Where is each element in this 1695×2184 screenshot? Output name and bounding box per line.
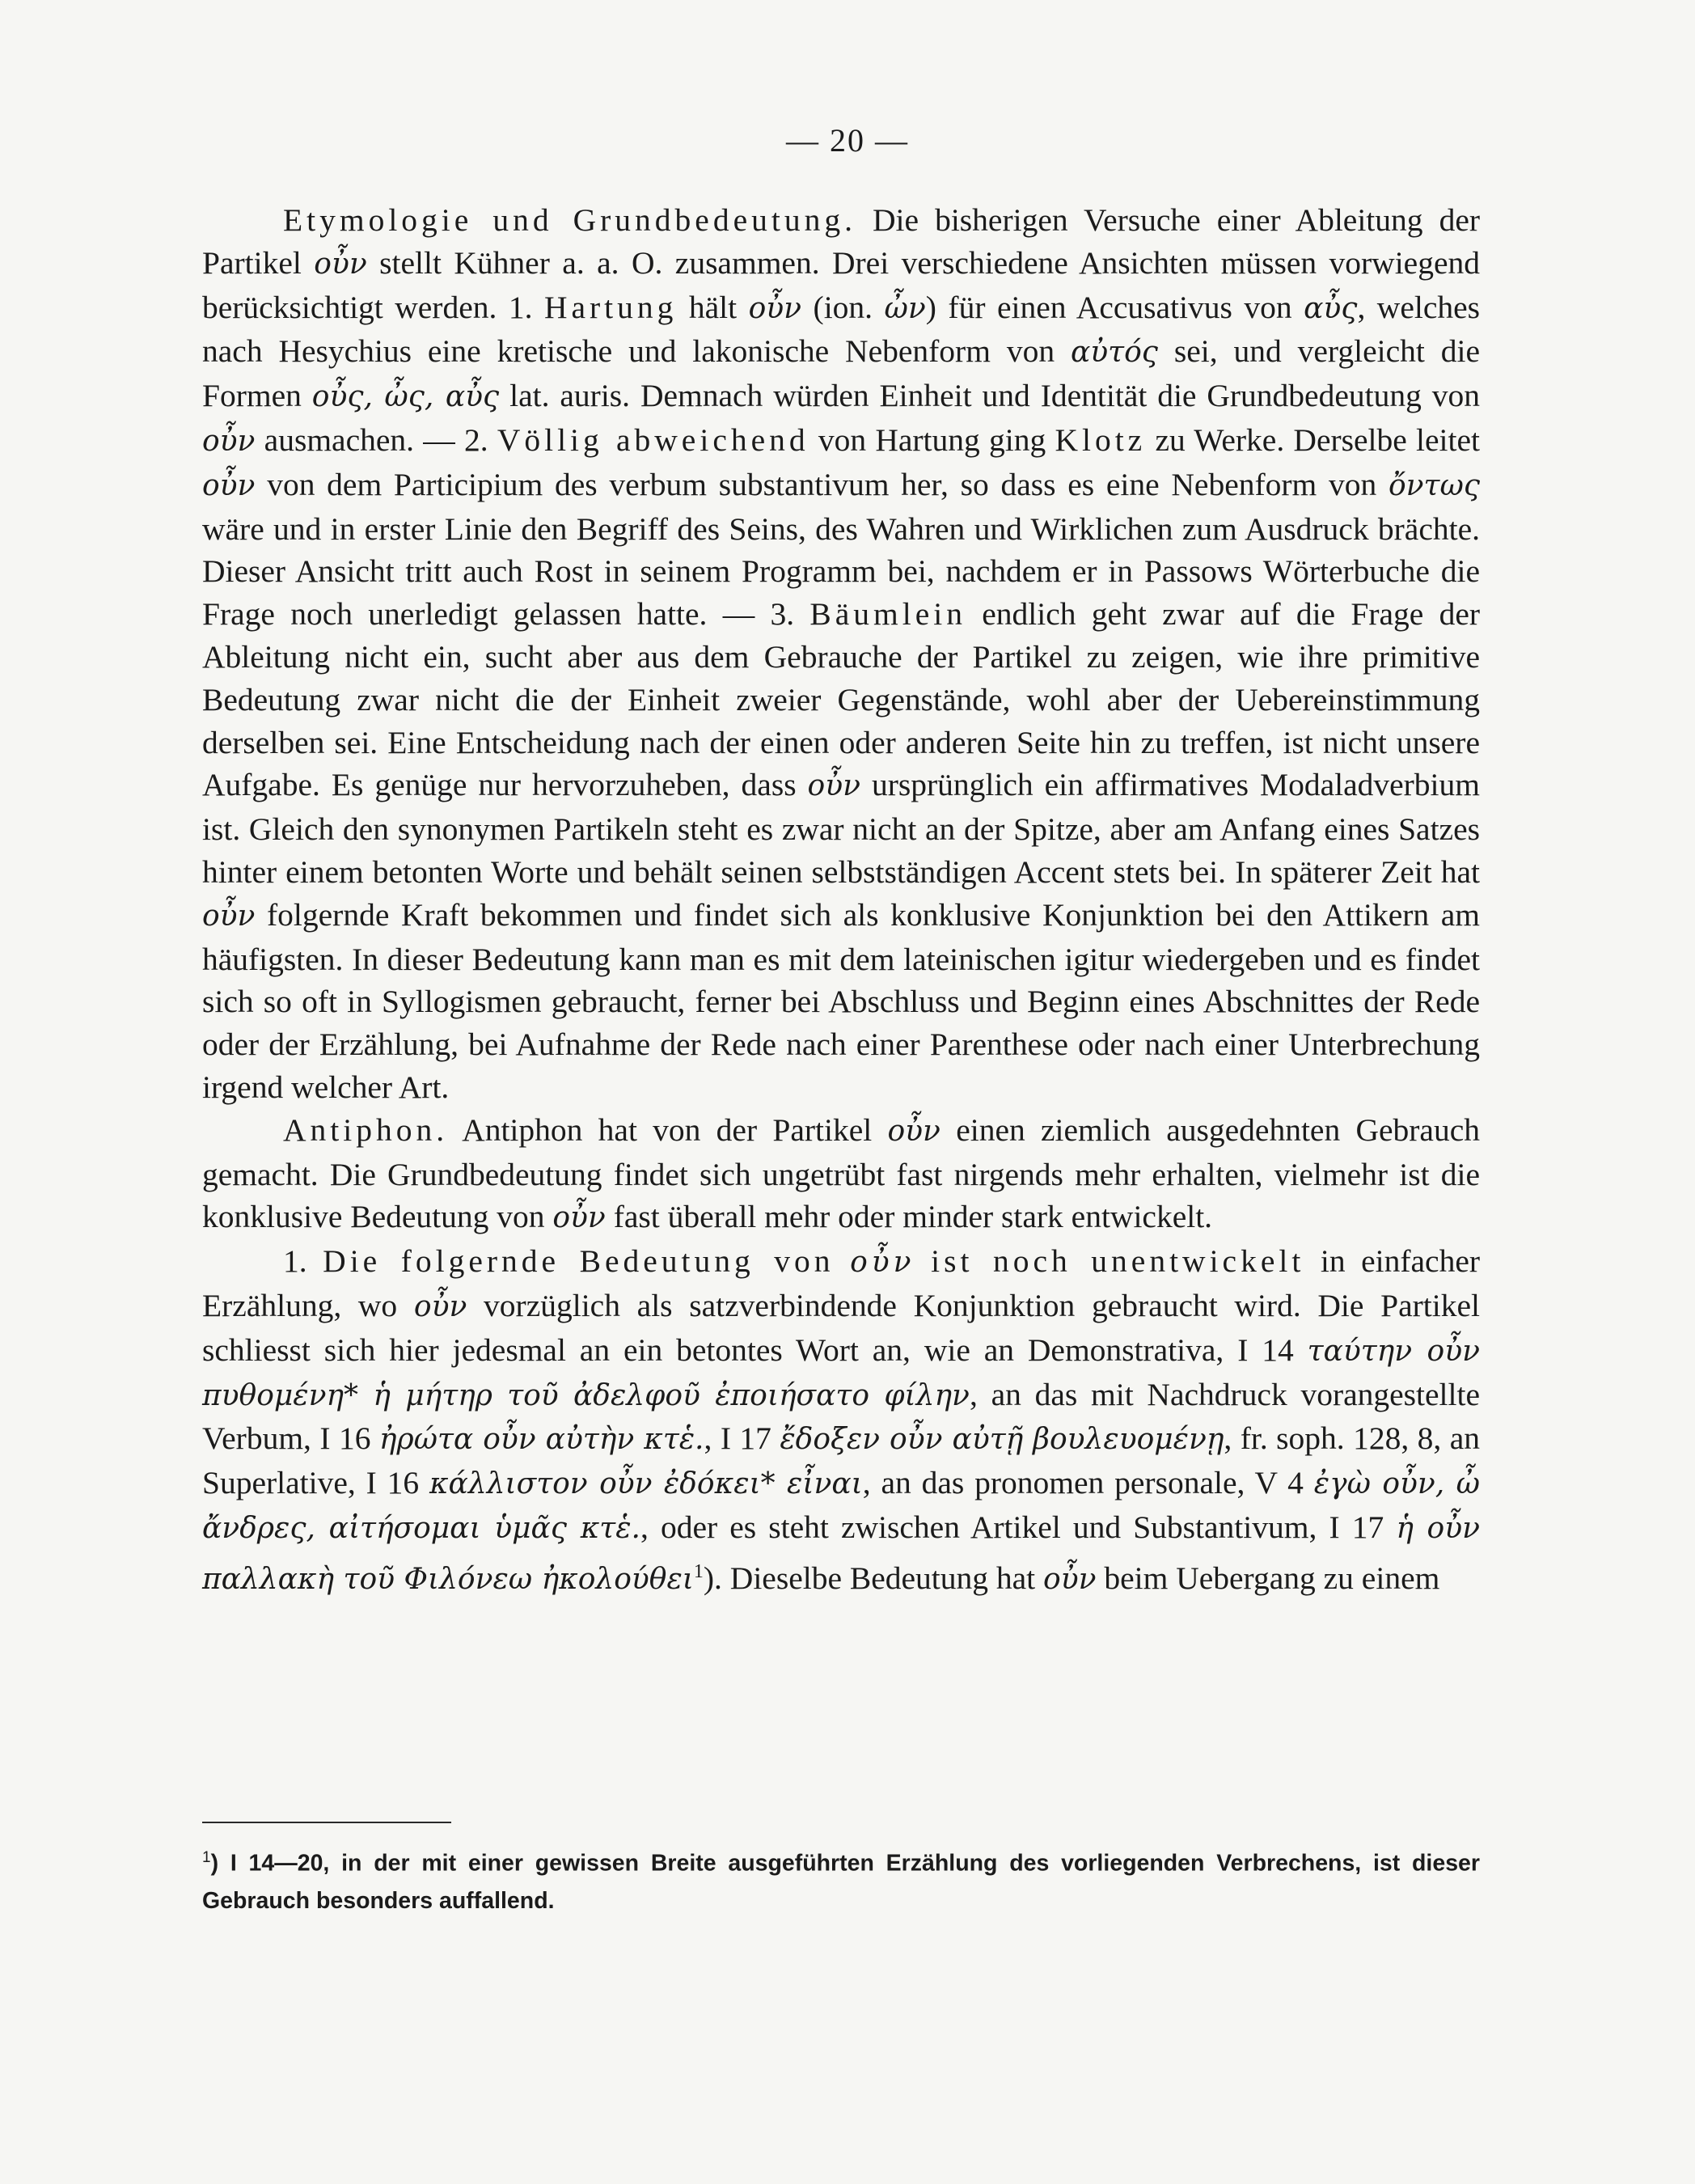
greek-term: οὖν — [552, 1201, 606, 1235]
greek-term: οὖν — [748, 291, 802, 325]
emphasized-phrase: Völlig abweichend — [497, 421, 809, 458]
greek-term: ὦν — [884, 291, 926, 325]
section-heading-antiphon: Antiphon. — [283, 1111, 449, 1148]
author-name: Klotz — [1055, 421, 1147, 458]
text-run: Die bisherigen Versuche einer Ableitung der Partikel — [202, 202, 1481, 281]
text-run: 1. — [283, 1243, 323, 1280]
greek-term: οὖν — [413, 1289, 467, 1323]
greek-term: οὖν — [202, 424, 256, 458]
greek-term: οὖν — [314, 247, 367, 281]
text-run: (ion. — [801, 289, 885, 325]
greek-term: οὖν — [850, 1246, 915, 1280]
text-run: ) für einen Accusativus von — [925, 289, 1304, 325]
text-run: ausmachen. — 2. — [255, 421, 497, 458]
text-run: beim Uebergang zu einem — [1096, 1560, 1440, 1596]
section-heading-etymology: Etymologie und Grundbedeutung. — [283, 202, 856, 238]
text-run: Antiphon hat von der Partikel — [448, 1111, 888, 1148]
text-run: , an das pronomen personale, V 4 — [862, 1465, 1314, 1501]
text-run: einen ziemlich ausgedehnten Gebrauch gemacht. Die Grundbedeutung findet sich ungetrübt fast nirgends mehr erhalten, vielmehr ist die konklusive Bedeutung von — [202, 1111, 1480, 1235]
text-run: wäre und in erster Linie den Begriff des Seins, des Wahren und Wirklichen zum Ausdruck brächte. Dieser Ansicht tritt auch Rost in seinem Programm bei, nachdem er in Passows Wörterbuche die Frage noch unerledigt gelassen hatte. — 3. — [202, 510, 1480, 633]
text-run: stellt Kühner a. a. O. zusammen. Drei verschiedene Ansichten müssen vorwiegend berücksichtigt werden. 1. — [202, 244, 1480, 325]
text-run: fast überall mehr oder minder stark entwickelt. — [605, 1199, 1213, 1235]
text-run: , an das mit Nachdruck vorangestellte Verbum, I 16 — [202, 1376, 1481, 1457]
greek-term: αὖς — [1304, 291, 1358, 325]
greek-quote: ἔδοξεν οὖν αὐτῇ βουλευομένῃ — [780, 1423, 1224, 1457]
text-run: folgernde Kraft bekommen und findet sich als konklusive Konjunktion bei den Attikern am häufigsten. In dieser Bedeutung kann man es mit dem lateinischen igitur wiedergeben und es findet sich so oft in Syllogismen gebraucht, ferner bei Abschluss und Beginn eines Abschnittes der Rede oder der Erzählung, bei Aufnahme der Rede nach einer Parenthese oder nach einer Unterbrechung irgend welcher Art. — [202, 896, 1480, 1105]
text-run: von Hartung ging — [809, 421, 1055, 458]
paragraph-section-1 — [202, 1240, 1480, 1602]
footnote-divider — [202, 1822, 451, 1823]
footnote-text: ) I 14—20, in der mit einer gewissen Breite ausgeführten Erzählung des vorliegenden Verbrechens, ist dieser Gebrauch besonders auffallend. — [202, 1850, 1480, 1914]
greek-term: οὖν — [1043, 1562, 1097, 1596]
section-heading-1: Die folgernde Bedeutung von — [323, 1243, 835, 1280]
text-run: ). Dieselbe Bedeutung hat — [703, 1560, 1044, 1596]
greek-quote: ἐγὼ οὖν, ὦ ἄνδρες, αἰτήσομαι ὑμᾶς κτἑ. — [202, 1467, 1480, 1545]
greek-term: οὖν — [887, 1114, 940, 1148]
text-run: , oder es steht zwischen Artikel und Substantivum, I 17 — [640, 1509, 1397, 1545]
greek-term: οὖν — [202, 468, 256, 502]
author-name: Hartung — [543, 289, 678, 325]
footnote — [202, 1839, 1480, 1919]
section-heading-1-cont: ist noch unentwickelt — [931, 1243, 1305, 1280]
text-run: sei, und vergleicht die Formen — [202, 333, 1480, 414]
greek-term: οὖν — [202, 899, 256, 933]
greek-quote: ταύτην οὖν πυθομένη* ἡ μήτηρ τοῦ ἀδελφοῦ ἐποιήσατο φίλην — [202, 1334, 1480, 1412]
text-run: in einfacher Erzählung, wo — [202, 1243, 1481, 1323]
text-run: , welches nach Hesychius eine kretische und lakonische Nebenform von — [202, 289, 1481, 370]
footnote-reference[interactable]: 1 — [693, 1560, 704, 1582]
greek-quote: ἡ οὖν παλλακὴ τοῦ Φιλόνεω ἠκολούθει — [202, 1511, 1480, 1596]
greek-quote: κάλλιστον οὖν ἐδόκει* εἶναι — [429, 1467, 863, 1501]
greek-term: οὖν — [807, 769, 860, 803]
text-run: endlich geht zwar auf die Frage der Ableitung nicht ein, sucht aber aus dem Gebrauche der Partikel zu zeigen, wie ihre primitive Bedeutung zwar nicht die der Einheit zweier Gegenstände, wohl aber der Uebereinstimmung derselben sei. Eine Entscheidung nach der einen oder anderen Seite hin zu treffen, ist nicht unsere Aufgabe. Es genüge nur hervorzuheben, dass — [202, 596, 1481, 803]
text-run: , fr. soph. 128, 8, an Superlative, I 16 — [202, 1420, 1480, 1501]
paragraph-antiphon — [202, 1109, 1480, 1240]
text-run: von dem Participium des verbum substantivum her, so dass es eine Nebenform von — [255, 466, 1389, 502]
text-run: lat. auris. Demnach würden Einheit und Identität die Grundbedeutung von — [499, 378, 1480, 414]
text-run: ursprünglich ein affirmatives Modaladverbium ist. Gleich den synonymen Partikeln steht es zwar nicht an der Spitze, aber am Anfang eines Satzes hinter einem betonten Worte und behält seinen selbstständigen Accent stets bei. In späterer Zeit hat — [202, 767, 1480, 890]
page-number: — 20 — — [786, 122, 909, 159]
text-run: , I 17 — [704, 1420, 780, 1457]
greek-quote: ἠρώτα οὖν αὐτὴν κτἑ. — [378, 1423, 704, 1457]
greek-term: οὖς, ὦς, αὖς — [311, 380, 500, 414]
paragraph-etymology — [202, 199, 1480, 1109]
greek-term: αὐτός — [1070, 336, 1158, 370]
author-name: Bäumlein — [809, 596, 966, 633]
footnote-number: 1 — [202, 1849, 211, 1866]
text-run: zu Werke. Derselbe leitet — [1146, 421, 1480, 458]
body-text — [202, 199, 1480, 1602]
greek-term: ὄντως — [1389, 468, 1480, 502]
text-run: vorzüglich als satzverbindende Konjunktion gebraucht wird. Die Partikel schliesst sich hier jedesmal an ein betontes Wort an, wie an Demonstrativa, I 14 — [202, 1287, 1480, 1368]
text-run: hält — [677, 289, 749, 325]
